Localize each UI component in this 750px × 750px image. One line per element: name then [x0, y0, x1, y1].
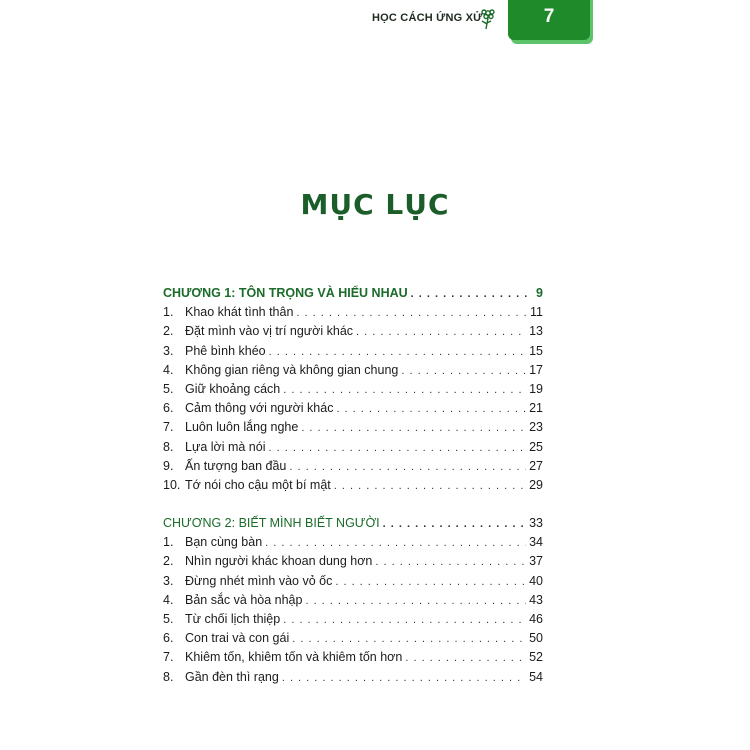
- entry-title: Ấn tượng ban đầu: [185, 458, 287, 473]
- chapter-page: 9: [536, 286, 543, 300]
- toc-entry[interactable]: [163, 380, 543, 399]
- entry-number: 4.: [163, 362, 174, 377]
- entry-page: 11: [530, 305, 543, 320]
- toc-entry[interactable]: [163, 418, 543, 437]
- entry-title: Phê bình khéo: [185, 343, 266, 358]
- entry-page: 23: [529, 420, 543, 435]
- chapter-page: 33: [529, 516, 543, 530]
- toc-entry[interactable]: [163, 361, 543, 380]
- entry-page: 27: [529, 458, 543, 473]
- entry-page: 54: [529, 669, 543, 684]
- entry-number: 3.: [163, 573, 174, 588]
- entry-title: Tớ nói cho cậu một bí mật: [185, 477, 331, 492]
- entry-number: 9.: [163, 458, 174, 473]
- toc-entry[interactable]: [163, 572, 543, 591]
- toc-entry[interactable]: [163, 399, 543, 418]
- entry-number: 6.: [163, 631, 174, 646]
- leader-dots: [283, 611, 526, 630]
- entry-page: 46: [529, 611, 543, 626]
- entry-title: Khao khát tình thân: [185, 305, 294, 320]
- leader-dots: [375, 553, 526, 572]
- leader-dots: [282, 669, 526, 688]
- leader-dots: [269, 439, 527, 458]
- entry-page: 25: [529, 439, 543, 454]
- entry-number: 3.: [163, 343, 174, 358]
- toc-entry[interactable]: [163, 591, 543, 610]
- entry-number: 10.: [163, 477, 181, 492]
- leader-dots: [269, 343, 526, 362]
- leader-dots: [401, 362, 526, 381]
- leader-dots: [356, 323, 526, 342]
- entry-number: 7.: [163, 650, 174, 665]
- entry-page: 15: [529, 343, 543, 358]
- entry-page: 21: [529, 401, 543, 416]
- entry-number: 2.: [163, 324, 174, 339]
- leader-dots: [305, 592, 526, 611]
- entry-title: Nhìn người khác khoan dung hơn: [185, 554, 373, 569]
- toc-entry[interactable]: [163, 303, 543, 322]
- entry-title: Bạn cùng bàn: [185, 535, 263, 550]
- entry-page: 19: [529, 381, 543, 396]
- toc-entry[interactable]: [163, 648, 543, 667]
- entry-number: 5.: [163, 381, 174, 396]
- entry-page: 34: [529, 535, 543, 550]
- entry-page: 40: [529, 573, 543, 588]
- entry-number: 4.: [163, 592, 174, 607]
- entry-number: 6.: [163, 401, 174, 416]
- leader-dots: [336, 400, 526, 419]
- leader-dots: [283, 381, 526, 400]
- entry-page: 50: [529, 631, 543, 646]
- toc-entry[interactable]: [163, 552, 543, 571]
- chapter-title: CHƯƠNG 1: TÔN TRỌNG VÀ HIỂU NHAU: [163, 286, 408, 300]
- toc-chapter-1: [163, 284, 543, 495]
- entry-page: 37: [529, 554, 543, 569]
- page-number: 7: [543, 6, 555, 27]
- chapter-heading[interactable]: [163, 284, 543, 303]
- leader-dots: [301, 419, 526, 438]
- entry-number: 2.: [163, 554, 174, 569]
- leader-dots: [335, 573, 526, 592]
- toc-entry[interactable]: [163, 668, 543, 687]
- toc-entry[interactable]: [163, 533, 543, 552]
- entry-title: Gần đèn thì rạng: [185, 669, 279, 684]
- entry-page: 29: [529, 477, 543, 492]
- leader-dots: [289, 458, 526, 477]
- leader-dots: [292, 630, 526, 649]
- entry-title: Khiêm tốn, khiêm tốn và khiêm tốn hơn: [185, 650, 403, 665]
- entry-number: 7.: [163, 420, 174, 435]
- chapter-heading[interactable]: [163, 514, 543, 533]
- leader-dots: [383, 515, 526, 534]
- leader-dots: [296, 304, 527, 323]
- entry-number: 1.: [163, 535, 174, 550]
- toc-entry[interactable]: [163, 476, 543, 495]
- entry-number: 8.: [163, 669, 174, 684]
- leader-dots: [265, 534, 526, 553]
- entry-title: Con trai và con gái: [185, 631, 290, 646]
- entry-title: Luôn luôn lắng nghe: [185, 420, 299, 435]
- toc-entry[interactable]: [163, 322, 543, 341]
- entry-title: Không gian riêng và không gian chung: [185, 362, 399, 377]
- leader-dots: [405, 649, 526, 668]
- toc-entry[interactable]: [163, 629, 543, 648]
- entry-title: Từ chối lịch thiệp: [185, 611, 281, 626]
- entry-number: 1.: [163, 305, 174, 320]
- entry-page: 43: [529, 592, 543, 607]
- toc-entry[interactable]: [163, 342, 543, 361]
- entry-title: Đừng nhét mình vào vỏ ốc: [185, 573, 333, 588]
- page-number-tab: [508, 0, 590, 40]
- chapter-title: CHƯƠNG 2: BIẾT MÌNH BIẾT NGƯỜI: [163, 516, 380, 530]
- page-title: MỤC LỤC: [300, 188, 450, 221]
- entry-title: Đặt mình vào vị trí người khác: [185, 324, 354, 339]
- entry-page: 17: [529, 362, 543, 377]
- toc-entry[interactable]: [163, 438, 543, 457]
- entry-title: Giữ khoảng cách: [185, 381, 281, 396]
- entry-page: 52: [529, 650, 543, 665]
- entry-page: 13: [529, 324, 543, 339]
- entry-title: Bản sắc và hòa nhập: [185, 592, 303, 607]
- entry-number: 5.: [163, 611, 174, 626]
- running-header-title: HỌC CÁCH ỨNG XỬ: [372, 12, 483, 24]
- entry-number: 8.: [163, 439, 174, 454]
- entry-title: Lựa lời mà nói: [185, 439, 266, 454]
- leader-dots: [411, 285, 533, 304]
- toc-entry[interactable]: [163, 457, 543, 476]
- leader-dots: [334, 477, 526, 496]
- entry-title: Cảm thông với người khác: [185, 401, 334, 416]
- toc-entry[interactable]: [163, 610, 543, 629]
- flower-icon: [477, 7, 497, 31]
- toc-chapter-2: [163, 514, 543, 687]
